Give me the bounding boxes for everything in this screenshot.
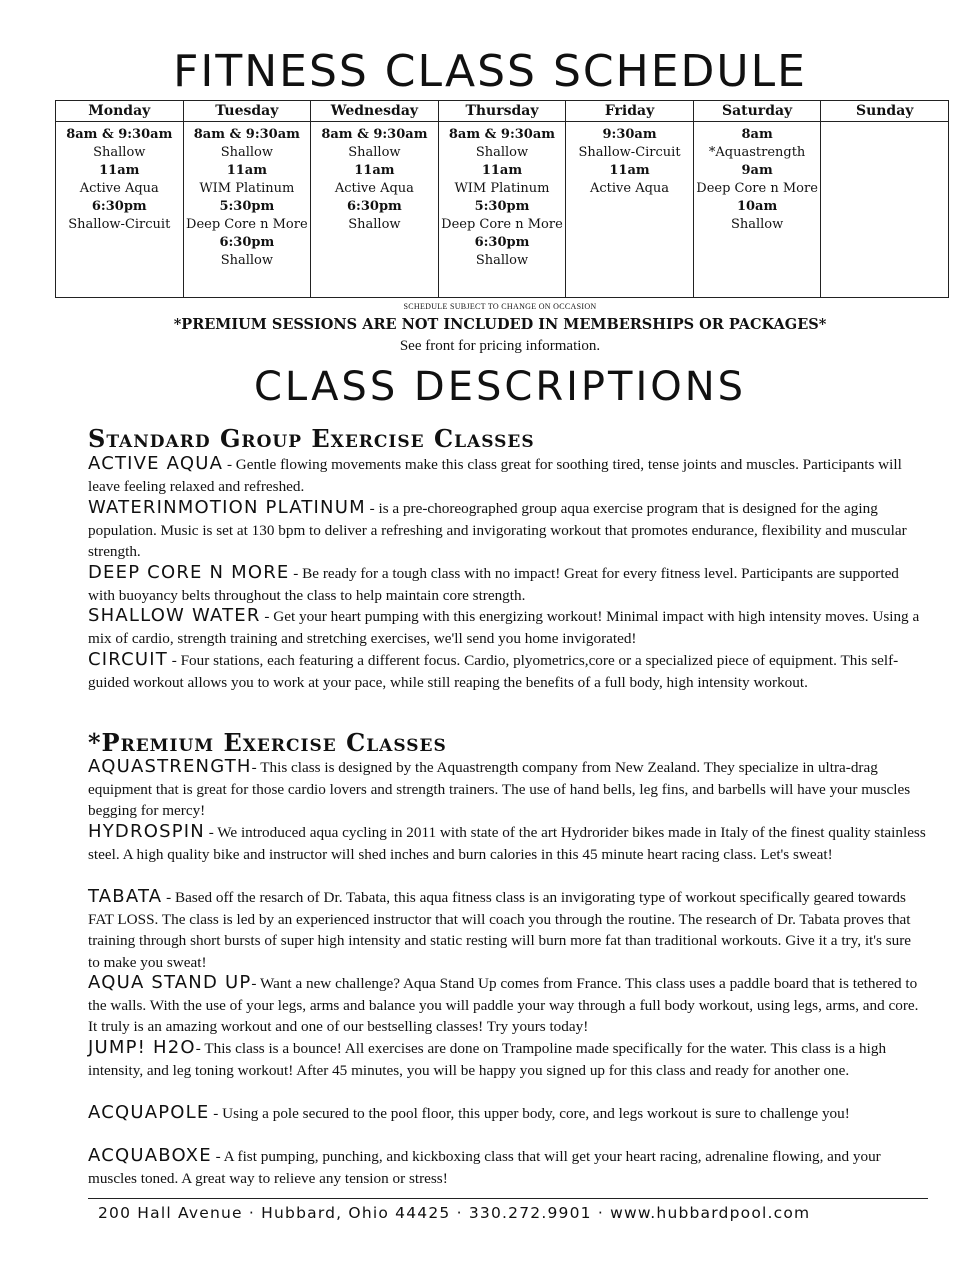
class-name: SHALLOW WATER — [88, 605, 261, 626]
class-text: - We introduced aqua cycling in 2011 with state of the art Hydrorider bikes made in Italy of the finest quality stainless steel. A high quality bike and instructor will shed inches and burn calories in this 45 minute heart racing class. Let's sweat! — [88, 824, 926, 863]
schedule-table — [55, 100, 949, 298]
session-class: *Aquastrength — [708, 145, 806, 160]
day-header-sunday: Sunday — [821, 101, 949, 122]
class-description-acquapole — [88, 1102, 926, 1125]
class-description-acquaboxe — [88, 1145, 926, 1189]
session-time: 6:30pm — [91, 199, 147, 214]
class-description-aquastrength — [88, 756, 926, 822]
class-text: - Based off the resarch of Dr. Tabata, this aqua fitness class is an invigorating type of workout specifically geared towards FAT LOSS. The class is led by an experienced instructor that will coach you through the routine. The research of Dr. Tabata proves that training through short bursts of super high intensity and static resting will burn more fat than traditional workouts. Give it a try, it's sure to make you sweat! — [88, 889, 912, 971]
class-text: - Want a new challenge? Aqua Stand Up comes from France. This class uses a paddle board that is tethered to the walls. With the use of your legs, arms and balance you will paddle your way through a full body workout, using legs, arms, and core. It truly is an amazing workout and one of our bestselling classes! Try yours today! — [88, 975, 919, 1036]
class-text: - This class is a bounce! All exercises are done on Trampoline made specifically for the water. This class is a high intensity, and leg toning workout! After 45 minutes, you will be happy you signed up for this class and ready for another one. — [88, 1040, 887, 1079]
class-name: ACQUABOXE — [88, 1145, 212, 1166]
session-time: 6:30pm — [219, 235, 275, 250]
day-header-thursday: Thursday — [438, 101, 566, 122]
standard-classes-heading: Standard Group Exercise Classes — [88, 424, 535, 453]
session-class: Deep Core n More — [696, 181, 818, 196]
schedule-change-note: SCHEDULE SUBJECT TO CHANGE ON OCCASION — [403, 302, 597, 311]
class-name: AQUA STAND UP — [88, 972, 252, 993]
session-class: Shallow — [475, 145, 529, 160]
class-name: TABATA — [88, 886, 163, 907]
day-header-monday: Monday — [56, 101, 184, 122]
class-name: JUMP! H2O — [88, 1037, 196, 1058]
session-time: 8am & 9:30am — [321, 127, 428, 142]
class-name: CIRCUIT — [88, 649, 168, 670]
session-class: Active Aqua — [590, 181, 670, 196]
session-time: 8am — [741, 127, 773, 142]
class-description-waterinmotion-platinum — [88, 497, 926, 563]
class-description-circuit — [88, 649, 926, 693]
day-cell-wednesday — [311, 122, 439, 298]
session-class: Deep Core n More — [441, 217, 563, 232]
session-time: 11am — [481, 163, 523, 178]
pricing-note: See front for pricing information. — [399, 338, 601, 354]
session-time: 11am — [226, 163, 267, 178]
session-time: 10am — [736, 199, 778, 214]
session-time: 8am & 9:30am — [193, 127, 300, 142]
session-time: 5:30pm — [474, 199, 530, 214]
class-text: - is a pre-choreographed group aqua exercise program that is designed for the aging population. Music is set at 130 bpm to deliver a refreshing and invigorating workout that promotes endurance, flexibility and muscular strength. — [88, 500, 907, 561]
day-header-wednesday: Wednesday — [311, 101, 439, 122]
class-name: HYDROSPIN — [88, 821, 205, 842]
session-class: Shallow-Circuit — [578, 145, 681, 160]
class-description-active-aqua — [88, 453, 926, 497]
session-class: WIM Platinum — [454, 181, 550, 196]
class-description-hydrospin — [88, 821, 926, 865]
session-class: Shallow-Circuit — [68, 217, 171, 232]
class-description-jump-h2o — [88, 1037, 926, 1081]
day-cell-thursday — [438, 122, 566, 298]
session-time: 9am — [741, 163, 773, 178]
page-title: FITNESS CLASS SCHEDULE — [173, 46, 807, 97]
class-text: - Be ready for a tough class with no impact! Great for every fitness level. Participants are supported with buoyancy belts throughout the class to help maintain core strength. — [88, 565, 899, 604]
class-text: - Gentle flowing movements make this class great for soothing tired, tense joints and muscles. Participants will leave feeling relaxed and refreshed. — [88, 456, 902, 495]
class-name: DEEP CORE N MORE — [88, 562, 290, 583]
session-time: 5:30pm — [219, 199, 275, 214]
class-name: AQUASTRENGTH — [88, 756, 252, 777]
class-description-tabata — [88, 886, 926, 973]
day-cell-tuesday — [183, 122, 311, 298]
session-time: 6:30pm — [474, 235, 530, 250]
class-text: - A fist pumping, punching, and kickboxing class that will get your heart racing, adrenaline flowing, and your muscles toned. A great way to relieve any tension or stress! — [88, 1148, 881, 1187]
day-header-friday: Friday — [566, 101, 694, 122]
session-class: Deep Core n More — [186, 217, 308, 232]
class-description-shallow-water — [88, 605, 926, 649]
session-time: 6:30pm — [347, 199, 402, 214]
session-class: Shallow — [348, 145, 401, 160]
session-time: 9:30am — [602, 127, 657, 142]
session-class: Active Aqua — [334, 181, 414, 196]
day-cell-sunday — [821, 122, 949, 298]
footer-divider — [88, 1198, 928, 1199]
class-description-aqua-stand-up — [88, 972, 926, 1038]
day-header-tuesday: Tuesday — [183, 101, 311, 122]
class-text: - Using a pole secured to the pool floor, this upper body, core, and legs workout is sure to challenge you! — [209, 1105, 850, 1122]
schedule-body-row — [56, 122, 949, 298]
class-name: WATERINMOTION PLATINUM — [88, 497, 366, 518]
session-time: 11am — [99, 163, 140, 178]
session-class: Shallow — [93, 145, 146, 160]
premium-classes-heading: *Premium Exercise Classes — [88, 728, 447, 757]
session-class: WIM Platinum — [199, 181, 295, 196]
day-cell-monday — [56, 122, 184, 298]
session-time: 11am — [609, 163, 650, 178]
class-name: ACTIVE AQUA — [88, 453, 224, 474]
schedule-header-row — [56, 101, 949, 122]
class-descriptions-title: CLASS DESCRIPTIONS — [253, 364, 747, 410]
session-class: Shallow — [730, 217, 784, 232]
session-class: Active Aqua — [79, 181, 159, 196]
session-time: 11am — [354, 163, 395, 178]
class-name: ACQUAPOLE — [88, 1102, 210, 1123]
day-header-saturday: Saturday — [693, 101, 821, 122]
class-text: - Get your heart pumping with this energizing workout! Minimal impact with high intensity moves. Using a mix of cardio, strength training and stretching exercises, we'll send you home invigorated! — [88, 608, 920, 647]
class-description-deep-core — [88, 562, 926, 606]
session-class: Shallow — [220, 145, 273, 160]
class-text: - Four stations, each featuring a different focus. Cardio, plyometrics,core or a specialized piece of equipment. This self-guided workout allows you to work at your pace, while still reaping the benefits of a full body, high intensity workout. — [88, 652, 899, 691]
session-class: Shallow — [475, 253, 529, 268]
day-cell-friday — [566, 122, 694, 298]
session-class: Shallow — [348, 217, 401, 232]
footer-contact: 200 Hall Avenue · Hubbard, Ohio 44425 · 330.272.9901 · www.hubbardpool.com — [98, 1204, 811, 1222]
class-text: - This class is designed by the Aquastrength company from New Zealand. They specialize in ultra-drag equipment that is great for those cardio lovers and strength trainers. The use of hand bells, leg fins, and barbells will have your muscles begging for mercy! — [88, 759, 911, 820]
session-time: 8am & 9:30am — [66, 127, 173, 142]
day-cell-saturday — [693, 122, 821, 298]
premium-notice: *PREMIUM SESSIONS ARE NOT INCLUDED IN MEMBERSHIPS OR PACKAGES* — [173, 316, 827, 333]
session-time: 8am & 9:30am — [448, 127, 556, 142]
session-class: Shallow — [220, 253, 273, 268]
